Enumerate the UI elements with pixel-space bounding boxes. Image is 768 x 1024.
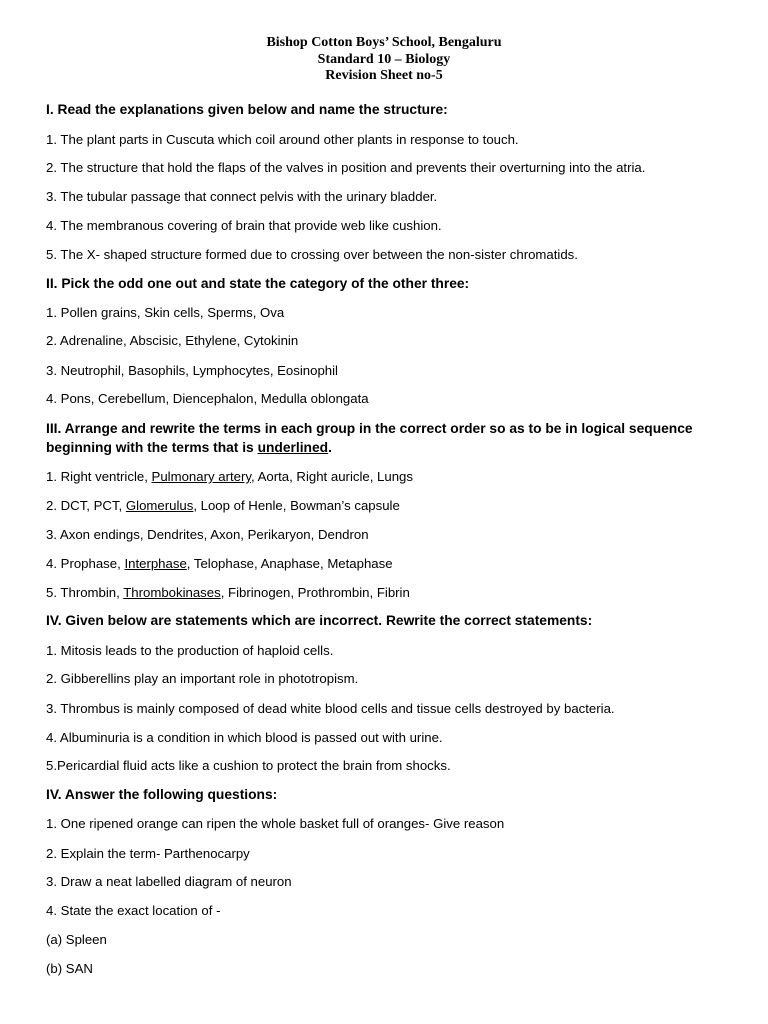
underlined-term: Glomerulus [125, 498, 194, 513]
sheet-title: Revision Sheet no-5 [325, 68, 443, 83]
section-2-heading: II. Pick the odd one out and state the category of the other three: [46, 276, 470, 291]
section-5-sub-b: (b) SAN [46, 961, 93, 976]
section-3-question-1: 1. Right ventricle, Pulmonary artery, Aorta, Right auricle, Lungs [46, 469, 413, 484]
section-5-sub-a: (a) Spleen [46, 932, 107, 947]
section-4-question-1: 1. Mitosis leads to the production of haploid cells. [46, 643, 334, 658]
school-name: Bishop Cotton Boys’ School, Bengaluru [266, 35, 502, 50]
underlined-term: Interphase [124, 556, 187, 571]
standard-subject: Standard 10 – Biology [317, 51, 451, 67]
section-5-heading: IV. Answer the following questions: [46, 787, 278, 802]
section-2-question-4: 4. Pons, Cerebellum, Diencephalon, Medulla oblongata [46, 391, 369, 406]
section-1-question-3: 3. The tubular passage that connect pelvis with the urinary bladder. [46, 189, 438, 204]
underlined-keyword: underlined [257, 440, 329, 455]
section-1-question-1: 1. The plant parts in Cuscuta which coil around other plants in response to touch. [46, 132, 519, 147]
section-1-question-2: 2. The structure that hold the flaps of the valves in position and prevents their overturning into the atria. [46, 160, 646, 175]
section-4-heading: IV. Given below are statements which are incorrect. Rewrite the correct statements: [46, 613, 593, 628]
section-4-question-5: 5.Pericardial fluid acts like a cushion to protect the brain from shocks. [46, 758, 451, 773]
underlined-term: Pulmonary artery [151, 469, 251, 484]
section-5-question-4: 4. State the exact location of - [46, 903, 221, 918]
section-5-question-1: 1. One ripened orange can ripen the whole basket full of oranges- Give reason [46, 816, 505, 831]
document-header [0, 35, 768, 85]
section-3-heading-line-2: beginning with the terms that is underlined. [46, 440, 332, 455]
section-2-question-2: 2. Adrenaline, Abscisic, Ethylene, Cytokinin [46, 333, 299, 348]
underlined-term: Thrombokinases [123, 585, 221, 600]
section-2-question-1: 1. Pollen grains, Skin cells, Sperms, Ova [46, 305, 285, 320]
section-4-question-3: 3. Thrombus is mainly composed of dead white blood cells and tissue cells destroyed by bacteria. [46, 701, 615, 716]
section-3-question-5: 5. Thrombin, Thrombokinases, Fibrinogen, Prothrombin, Fibrin [46, 585, 410, 600]
section-1-question-5: 5. The X- shaped structure formed due to crossing over between the non-sister chromatids. [46, 247, 578, 262]
section-3-question-2: 2. DCT, PCT, Glomerulus, Loop of Henle, Bowman’s capsule [46, 498, 400, 513]
section-5-question-3: 3. Draw a neat labelled diagram of neuron [46, 874, 292, 889]
section-5-question-2: 2. Explain the term- Parthenocarpy [46, 846, 250, 861]
section-1-heading: I. Read the explanations given below and name the structure: [46, 102, 448, 117]
section-3-question-3: 3. Axon endings, Dendrites, Axon, Perikaryon, Dendron [46, 527, 369, 542]
section-3-question-4: 4. Prophase, Interphase, Telophase, Anaphase, Metaphase [46, 556, 393, 571]
section-1-question-4: 4. The membranous covering of brain that provide web like cushion. [46, 218, 442, 233]
section-2-question-3: 3. Neutrophil, Basophils, Lymphocytes, Eosinophil [46, 363, 338, 378]
section-4-question-2: 2. Gibberellins play an important role in phototropism. [46, 671, 359, 686]
section-4-question-4: 4. Albuminuria is a condition in which blood is passed out with urine. [46, 730, 443, 745]
section-3-heading-line-1: III. Arrange and rewrite the terms in each group in the correct order so as to be in logical sequence [46, 421, 693, 436]
